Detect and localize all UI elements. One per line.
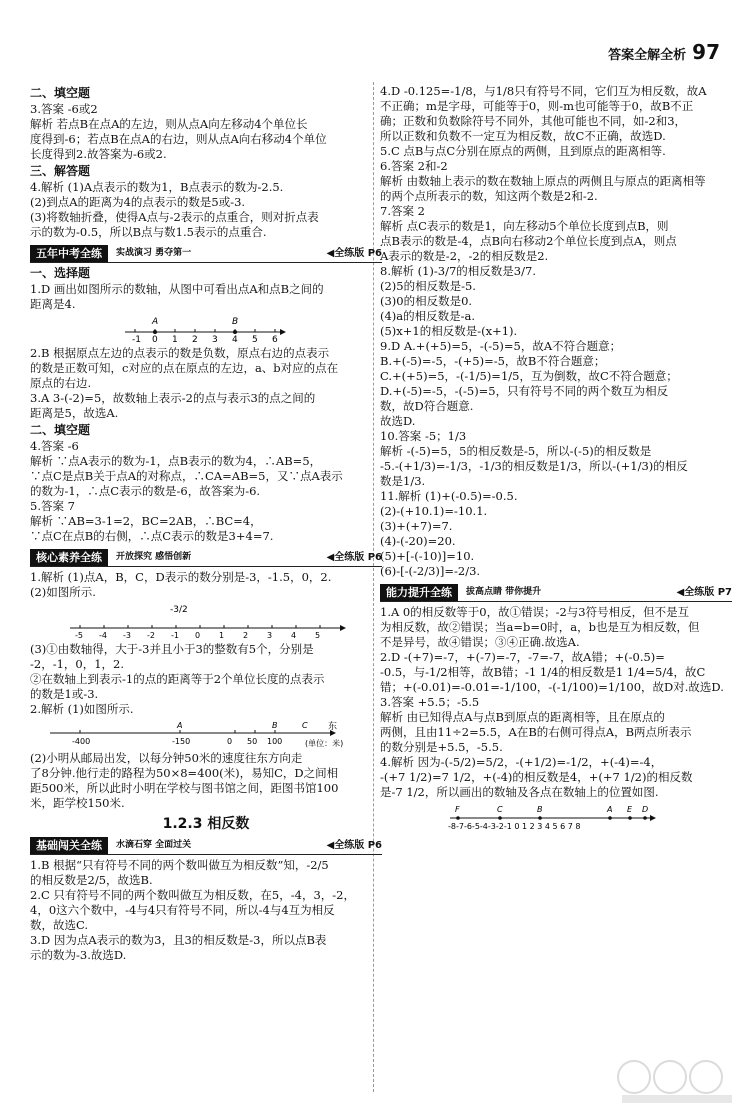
answer-line: 错；+(-0.01)=-0.01=-1/100，-(-1/100)=1/100，故D对.故选D. bbox=[380, 680, 724, 694]
point-marker bbox=[538, 816, 542, 820]
answer-line: 距离是4. bbox=[30, 297, 76, 311]
answer-line: -2，-1，0，1，2. bbox=[30, 657, 125, 671]
fraction-label: -3/2 bbox=[170, 605, 188, 615]
answer-line: 4.D -0.125=-1/8，与1/8只有符号不同，它们互为相反数，故A bbox=[380, 84, 707, 98]
tick-label: -5 bbox=[75, 631, 83, 640]
answer-line: (5)+[-(-10)]=10. bbox=[380, 549, 475, 563]
answer-line: 数是1/3. bbox=[380, 474, 426, 488]
answer-line: (2)-(+10.1)=-10.1. bbox=[380, 504, 488, 518]
answer-line: (6)-[-(-2/3)]=-2/3. bbox=[380, 564, 481, 578]
answer-line: 了8分钟.他行走的路程为50×8=400(米)，易知C，D之间相 bbox=[30, 766, 339, 780]
tick-label: 1 bbox=[219, 631, 225, 640]
section-banner bbox=[380, 583, 732, 602]
point-label: F bbox=[455, 805, 460, 814]
number-line-1 bbox=[30, 314, 370, 344]
answer-line: 距离是5，故选A. bbox=[30, 406, 119, 420]
answer-line: 2.D -(+7)=-7，+(-7)=-7，-7=-7，故A错；+(-0.5)= bbox=[380, 650, 665, 664]
tick-label: 100 bbox=[267, 737, 283, 746]
answer-line: 数，故选C. bbox=[30, 918, 89, 932]
number-line-2 bbox=[30, 602, 370, 640]
tick-label: 1 bbox=[172, 335, 178, 344]
section-banner bbox=[30, 836, 382, 855]
tick-label: 4 bbox=[232, 335, 238, 344]
answer-line: (3)将数轴折叠，使得A点与-2表示的点重合，则对折点表 bbox=[30, 210, 319, 224]
answer-line: 确；正数和负数除符号不同外，其他可能也不同，如-2和3， bbox=[380, 114, 687, 128]
tick-label: -4 bbox=[99, 631, 107, 640]
answer-line: 所以正数和负数不一定互为相反数，故C不正确，故选D. bbox=[380, 129, 666, 143]
answer-line: 原点的右边. bbox=[30, 376, 92, 390]
banner-source: ◀全练版 P6 bbox=[326, 839, 382, 851]
answer-line: 的相反数是2/5，故选B. bbox=[30, 873, 153, 887]
tick-label: 6 bbox=[272, 335, 278, 344]
answer-line: 解析 点C表示的数是1，向左移动5个单位长度到点B，则 bbox=[380, 219, 669, 233]
banner-source: ◀全练版 P7 bbox=[676, 586, 732, 598]
point-label: E bbox=[627, 805, 633, 814]
answer-line: 的数是1或-3. bbox=[30, 687, 99, 701]
answer-line: 解析 由已知得点A与点B到原点的距离相等，且在原点的 bbox=[380, 710, 665, 724]
answer-line: 解析 若点B在点A的左边，则从点A向左移动4个单位长 bbox=[30, 117, 308, 131]
answer-line: 是-7 1/2，所以画出的数轴及各点在数轴上的位置如图. bbox=[380, 785, 659, 799]
answer-line: 度得到-6；若点B在点A的右边，则从点A向右移动4个单位 bbox=[30, 132, 327, 146]
point-marker bbox=[643, 816, 647, 820]
answer-line: (3)+(+7)=7. bbox=[380, 519, 453, 533]
point-label: D bbox=[642, 805, 649, 814]
answer-line: 2.解析 (1)如图所示. bbox=[30, 702, 134, 716]
answer-line: 8.解析 (1)-3/7的相反数是3/7. bbox=[380, 264, 536, 278]
answer-line: 为相反数，故②错误；当a=b=0时，a，b也是互为相反数，但 bbox=[380, 620, 700, 634]
tick-label: -150 bbox=[172, 737, 191, 746]
tick-label: 4 bbox=[291, 631, 297, 640]
section-title: 二、填空题 bbox=[30, 423, 91, 437]
number-line-4 bbox=[380, 802, 720, 832]
answer-line: 4.答案 -6 bbox=[30, 439, 79, 453]
answer-line: 解析 ∵点A表示的数为-1，点B表示的数为4，∴AB=5， bbox=[30, 454, 322, 468]
answer-line: 6.答案 2和-2 bbox=[380, 159, 448, 173]
answer-line: 3.D 因为点A表示的数为3，且3的相反数是-3，所以点B表 bbox=[30, 933, 327, 947]
answer-line: 的数为-1，∴点C表示的数是-6，故答案为-6. bbox=[30, 484, 261, 498]
answer-line: 不是异号，故④错误；③④正确.故选A. bbox=[380, 635, 580, 649]
answer-line: 长度得到2.故答案为-6或2. bbox=[30, 147, 167, 161]
answer-line: ∵点C在点B的右侧，∴点C表示的数是3+4=7. bbox=[30, 529, 274, 543]
answer-line: -0.5，与-1/2相等，故B错；-1 1/4的相反数是1 1/4=5/4，故C bbox=[380, 665, 706, 679]
banner-tag: 五年中考全练 bbox=[30, 245, 108, 262]
answer-line: -5.-(+1/3)=-1/3，-1/3的相反数是1/3，所以-(+1/3)的相反 bbox=[380, 459, 688, 473]
tick-label: 3 bbox=[267, 631, 273, 640]
point-label: A bbox=[177, 721, 183, 730]
answer-line: 11.解析 (1)+(-0.5)=-0.5. bbox=[380, 489, 518, 503]
number-line-3 bbox=[30, 719, 370, 749]
answer-line: 解析 由数轴上表示的数在数轴上原点的两侧且与原点的距离相等 bbox=[380, 174, 706, 188]
point-label: A bbox=[152, 317, 159, 327]
answer-line: 米，距学校150米. bbox=[30, 796, 125, 810]
answer-line: (2)到点A的距离为4的点表示的数是5或-3. bbox=[30, 195, 246, 209]
answer-line: (5)x+1的相反数是-(x+1). bbox=[380, 324, 518, 338]
tick-label: 0 bbox=[152, 335, 158, 344]
answer-line: 解析 ∵AB=3-1=2，BC=2AB，∴BC=4， bbox=[30, 514, 262, 528]
banner-subtitle: 水滴石穿 全面过关 bbox=[116, 839, 192, 850]
answer-line: (2)小明从邮局出发，以每分钟50米的速度往东方向走 bbox=[30, 751, 303, 765]
answer-line: 1.B 根据“只有符号不同的两个数叫做互为相反数”知，-2/5 bbox=[30, 858, 329, 872]
tick-label: 0 bbox=[195, 631, 201, 640]
answer-line: 7.答案 2 bbox=[380, 204, 425, 218]
tick-label: -2 bbox=[147, 631, 155, 640]
point-label: B bbox=[232, 317, 239, 327]
tick-label: 50 bbox=[247, 737, 258, 746]
answer-line: 5.C 点B与点C分别在原点的两侧，且到原点的距离相等. bbox=[380, 144, 666, 158]
answer-line: 点B表示的数是-4，点B向右移动2个单位长度到点A，则点 bbox=[380, 234, 677, 248]
answer-line: 3.答案 -6或2 bbox=[30, 102, 98, 116]
answer-line: ②在数轴上到表示-1的点的距离等于2个单位长度的点表示 bbox=[30, 672, 325, 686]
banner-subtitle: 开放探究 感悟创新 bbox=[116, 551, 192, 562]
answer-line: 2.B 根据原点左边的点表示的数是负数，原点右边的点表示 bbox=[30, 346, 330, 360]
answer-line: 4.解析 (1)A点表示的数为1，B点表示的数为-2.5. bbox=[30, 180, 284, 194]
section-banner bbox=[30, 244, 382, 263]
section-title: 三、解答题 bbox=[30, 164, 91, 178]
answer-line: (3)0的相反数是0. bbox=[380, 294, 473, 308]
axis-unit: 东 bbox=[328, 722, 338, 732]
tick-label: 0 bbox=[227, 737, 233, 746]
answer-line: 故选D. bbox=[380, 414, 416, 428]
answer-line: 的数分别是+5.5，-5.5. bbox=[380, 740, 503, 754]
answer-line: B.+(-5)=-5，-(+5)=-5，故B不符合题意； bbox=[380, 354, 606, 368]
answer-line: 3.答案 +5.5；-5.5 bbox=[380, 695, 480, 709]
answer-line: 9.D A.+(+5)=5，-(-5)=5，故A不符合题意； bbox=[380, 339, 622, 353]
answer-line: 1.解析 (1)点A，B，C，D表示的数分别是-3，-1.5，0，2. bbox=[30, 570, 332, 584]
answer-line: 距500米，所以此时小明在学校与图书馆之间，距图书馆100 bbox=[30, 781, 339, 795]
banner-source: ◀全练版 P6 bbox=[326, 551, 382, 563]
section-title: 二、填空题 bbox=[30, 86, 91, 100]
answer-line: 解析 -(-5)=5，5的相反数是-5，所以-(-5)的相反数是 bbox=[380, 444, 652, 458]
right-column bbox=[380, 84, 732, 834]
answer-line: C.+(+5)=5，-(-1/5)=1/5，互为倒数，故C不符合题意； bbox=[380, 369, 678, 383]
left-column bbox=[30, 84, 382, 963]
banner-subtitle: 实战演习 勇夺第一 bbox=[116, 247, 192, 258]
answer-line: 3.A 3-(-2)=5，故数轴上表示-2的点与表示3的点之间的 bbox=[30, 391, 316, 405]
answer-line: 示的数为-0.5，所以B点与数1.5表示的点重合. bbox=[30, 225, 267, 239]
answer-line: ∵点C是点B关于点A的对称点，∴CA=AB=5，又∵点A表示 bbox=[30, 469, 343, 483]
section-banner bbox=[30, 548, 382, 567]
answer-line: (3)①由数轴得，大于-3并且小于3的整数有5个，分别是 bbox=[30, 642, 314, 656]
answer-line: 5.答案 7 bbox=[30, 499, 75, 513]
point-label: B bbox=[537, 805, 543, 814]
header-title: 答案全解全析 bbox=[608, 48, 687, 63]
section-title: 一、选择题 bbox=[30, 266, 91, 280]
point-label: C bbox=[497, 805, 503, 814]
answer-line: 数，故D符合题意. bbox=[380, 399, 474, 413]
answer-line: 两侧，且由11÷2=5.5，A在B的右侧可得点A，B两点所表示 bbox=[380, 725, 692, 739]
tick-label: -1 bbox=[132, 335, 141, 344]
point-label: B bbox=[272, 721, 278, 730]
point-marker bbox=[498, 816, 502, 820]
tick-label: 2 bbox=[192, 335, 198, 344]
answer-line: 1.A 0的相反数等于0，故①错误；-2与3符号相反，但不是互 bbox=[380, 605, 690, 619]
answer-line: 2.C 只有符号不同的两个数叫做互为相反数，在5，-4，3，-2， bbox=[30, 888, 355, 902]
answer-line: (2)5的相反数是-5. bbox=[380, 279, 476, 293]
tick-label: 5 bbox=[252, 335, 258, 344]
answer-line: 不正确；m是字母，可能等于0，则-m也可能等于0，故B不正 bbox=[380, 99, 694, 113]
answer-line: (4)-(-20)=20. bbox=[380, 534, 456, 548]
page-header bbox=[608, 40, 720, 64]
axis-unit-label: (单位：米) bbox=[305, 739, 344, 748]
point-label: C bbox=[302, 721, 308, 730]
answer-line: 4，0这六个数中，-4与4只有符号不同，所以-4与4互为相反 bbox=[30, 903, 335, 917]
answer-line: 的数是正数可知，c对应的点在原点的左边，a、b对应的点在 bbox=[30, 361, 339, 375]
page-number: 97 bbox=[692, 40, 720, 64]
answer-line: D.+(-5)=-5，-(-5)=5，只有符号不同的两个数互为相反 bbox=[380, 384, 669, 398]
answer-line: 1.D 画出如图所示的数轴，从图中可看出点A和点B之间的 bbox=[30, 282, 324, 296]
banner-source: ◀全练版 P6 bbox=[326, 247, 382, 259]
answer-line: 的两个点所表示的数，知这两个数是2和-2. bbox=[380, 189, 598, 203]
answer-line: 10.答案 -5；1/3 bbox=[380, 429, 467, 443]
tick-labels: -8-7-6-5-4-3-2-1 0 1 2 3 4 5 6 7 8 bbox=[448, 822, 581, 831]
banner-subtitle: 拔高点睛 带你提升 bbox=[466, 586, 542, 597]
tick-label: 2 bbox=[243, 631, 249, 640]
point-marker bbox=[608, 816, 612, 820]
point-marker bbox=[456, 816, 460, 820]
banner-tag: 基础闯关全练 bbox=[30, 837, 108, 854]
tick-label: 5 bbox=[315, 631, 321, 640]
answer-line: 示的数为-3.故选D. bbox=[30, 948, 127, 962]
answer-line: A表示的数是-2，-2的相反数是2. bbox=[380, 249, 549, 263]
point-label: A bbox=[607, 805, 613, 814]
banner-tag: 核心素养全练 bbox=[30, 549, 108, 566]
answer-line: (2)如图所示. bbox=[30, 585, 96, 599]
chapter-heading: 1.2.3 相反数 bbox=[162, 816, 250, 832]
point-marker bbox=[233, 330, 237, 334]
tick-label: -400 bbox=[72, 737, 91, 746]
banner-tag: 能力提升全练 bbox=[380, 584, 458, 601]
tick-label: -3 bbox=[123, 631, 131, 640]
point-marker bbox=[628, 816, 632, 820]
answer-line: -(+7 1/2)=7 1/2，+(-4)的相反数是4，+(+7 1/2)的相反数 bbox=[380, 770, 693, 784]
answer-line: 4.解析 因为-(-5/2)=5/2，-(+1/2)=-1/2，+(-4)=-4， bbox=[380, 755, 663, 769]
tick-label: -1 bbox=[171, 631, 179, 640]
tick-label: 3 bbox=[212, 335, 218, 344]
watermark-logo bbox=[612, 1055, 742, 1105]
point-marker bbox=[153, 330, 157, 334]
answer-line: (4)a的相反数是-a. bbox=[380, 309, 476, 323]
